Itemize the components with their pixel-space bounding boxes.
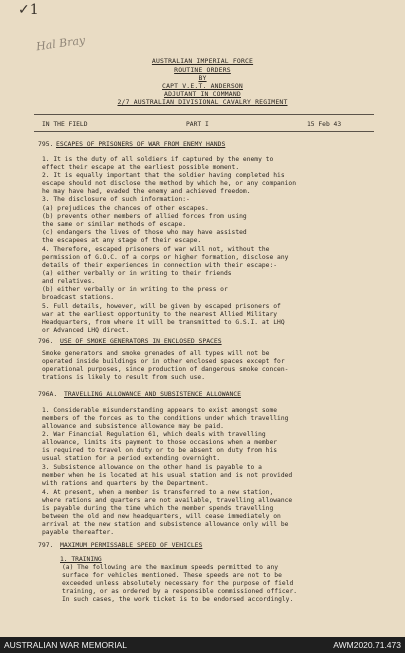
header-line-1: AUSTRALIAN IMPERIAL FORCE [151,57,254,65]
header-line-2: ROUTINE ORDERS [174,66,231,74]
section-line: allowance, limits its payment to those occasions when a member [42,439,278,446]
section-line: (a) either verbally or in writing to their friends [42,270,232,277]
section-line: Smoke generators and smoke grenades of all types will not be [42,350,270,357]
section-line: he may have had, evaded the enemy and achieved freedom. [42,188,251,195]
section-line: operational purposes, since production of dangerous smoke concen- [42,366,289,373]
section-line: Headquarters, from where it will be transmitted to G.S.I. at LHQ [42,319,285,326]
section-title: MAXIMUM PERMISSABLE SPEED OF VEHICLES [60,541,203,549]
section-line: 3. The disclosure of such information:- [42,196,190,203]
order-date: 15 Feb 43 [307,121,342,128]
section-line: the same or similar methods of escape. [42,221,187,228]
section-line: usual station for a period extending overnight. [42,455,221,462]
footer-accession: AWM2020.71.473 [333,640,401,650]
header-line-6: 2/7 AUSTRALIAN DIVISIONAL CAVALRY REGIMENT [117,98,288,106]
divider-bottom [34,131,374,132]
section-line: surface for vehicles mentioned. These speeds are not to be [62,572,282,579]
section-line: between the old and new headquarters, will cease immediately on [42,513,281,520]
section-line: 4. At present, when a member is transferred to a new station, [42,489,274,496]
section-line: 2. It is equally important that the soldier having completed his [42,172,285,179]
section-line: members of the forces as to the conditions under which travelling [42,415,289,422]
section-line: effect their escape at the earliest possible moment. [42,164,240,171]
section-line: war at the earliest opportunity to the nearest Allied Military [42,311,278,318]
section-number: 796. [38,337,54,345]
section-line: member when he is located at his usual station and is not provided [42,472,293,479]
section-line: operated inside buildings or in other enclosed spaces except for [42,358,285,365]
section-line: payable thereafter. [42,529,115,536]
footer-bar [0,637,405,653]
section-line: or Advanced LHQ direct. [42,327,130,334]
header-line-4: CAPT V.E.T. ANDERSON [162,82,243,90]
section-line: 2. War Financial Regulation 61, which deals with travelling [42,431,266,438]
pencil-annotation: Hal Bray [35,33,86,54]
section-line: is payable during the time which the member spends travelling [42,505,274,512]
section-line: broadcast stations. [42,294,115,301]
section-title: TRAVELLING ALLOWANCE AND SUBSISTENCE ALLOWANCE [64,390,241,398]
section-number: 796A. [38,390,58,398]
section-line: the escapees at any stage of their escape. [42,237,202,244]
section-line: and relatives. [42,278,96,285]
order-location: IN THE FIELD [42,121,88,128]
section-line: exceeded unless absolutely necessary for the purpose of field [62,580,294,587]
section-line: permission of G.O.C. of a corps or higher formation, disclose any [42,254,289,261]
section-line: (b) either verbally or in writing to the press or [42,286,228,293]
section-number: 795. [38,140,54,148]
section-line: 4. Therefore, escaped prisoners of war will not, without the [42,246,270,253]
section-line: (b) prevents other members of allied forces from using [42,213,247,220]
section-line: 3. Subsistence allowance on the other hand is payable to a [42,464,262,471]
section-line: details of their experiences in connection with their escape:- [42,262,278,269]
section-line: with rations and quarters by the Department. [42,480,209,487]
section-line: where rations and quarters are not available, travelling allowance [42,497,293,504]
section-line: training, or as ordered by a responsible commissioned officer. [62,588,298,595]
section-line: is required to travel on duty or to be absent on duty from his [42,447,278,454]
section-title: ESCAPES OF PRISONERS OF WAR FROM ENEMY HANDS [56,140,226,148]
section-subheading: 1. TRAINING [60,556,102,563]
section-line: 1. Considerable misunderstanding appears to exist amongst some [42,407,278,414]
section-number: 797. [38,541,54,549]
order-part: PART I [186,121,209,128]
footer-source: AUSTRALIAN WAR MEMORIAL [4,640,127,650]
section-line: (a) prejudices the chances of other escapes. [42,205,209,212]
section-line: In such cases, the work ticket is to be endorsed accordingly. [62,596,294,603]
section-line: allowance and subsistence allowance may be paid. [42,423,224,430]
header-line-5: ADJUTANT IN COMMAND [164,90,241,98]
section-line: (c) endangers the lives of those who may have assisted [42,229,247,236]
section-line: escape should not disclose the method by which he, or any companion [42,180,297,187]
section-line: 1. It is the duty of all soldiers if captured by the enemy to [42,156,274,163]
section-line: arrival at the new station and subsistence allowance only will be [42,521,289,528]
section-title: USE OF SMOKE GENERATORS IN ENCLOSED SPACES [60,337,222,345]
section-line: 5. Full details, however, will be given by escaped prisoners of [42,303,281,310]
divider-top [34,114,374,115]
corner-mark: ✓1 [18,2,39,18]
header-line-3: BY [198,74,207,82]
section-line: (a) The following are the maximum speeds permitted to any [62,564,279,571]
section-line: trations is likely to result from such use. [42,374,206,381]
